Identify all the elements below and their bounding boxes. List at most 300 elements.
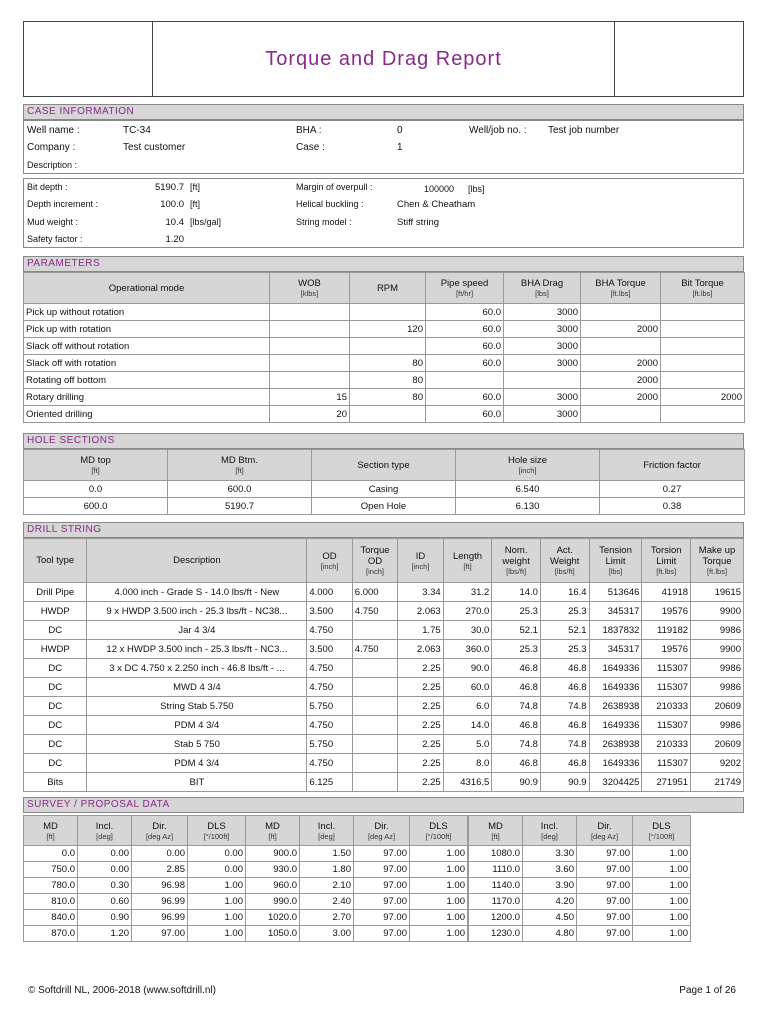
table-row — [24, 355, 745, 372]
survey-cell: 1.50 — [300, 846, 354, 862]
survey-cell: 0.90 — [78, 910, 132, 926]
drill-col-header — [398, 539, 443, 583]
company-label: Company : — [27, 142, 76, 153]
survey-cell: 1230.0 — [469, 926, 523, 942]
hole-cell: 0.0 — [24, 481, 168, 498]
drill-cell: 46.8 — [540, 659, 589, 678]
case-label: Case : — [296, 142, 325, 153]
overpull-value: 100000 — [424, 184, 455, 194]
drill-cell — [352, 716, 397, 735]
survey-cell: 1.00 — [410, 926, 468, 942]
drill-cell: 6.0 — [443, 697, 492, 716]
drill-col-header-unit: [lbs] — [608, 567, 623, 576]
drill-cell: 4316.5 — [443, 773, 492, 792]
drill-cell: 25.3 — [492, 602, 541, 621]
hole-cell: Open Hole — [312, 498, 456, 515]
drill-cell — [352, 754, 397, 773]
table-row — [24, 389, 745, 406]
drill-cell: 3 x DC 4.750 x 2.250 inch - 46.8 lbs/ft - ... — [87, 659, 307, 678]
hole-col-header — [24, 450, 168, 481]
drill-col-header — [540, 539, 589, 583]
hole-col-header — [168, 450, 312, 481]
table-row — [24, 659, 744, 678]
well-job-value: Test job number — [548, 125, 620, 136]
table-row — [24, 321, 745, 338]
param-cell — [350, 338, 426, 355]
param-cell: 120 — [350, 321, 426, 338]
param-cell — [270, 372, 350, 389]
table-row — [24, 640, 744, 659]
table-row — [24, 910, 246, 926]
drill-cell: DC — [24, 735, 87, 754]
drill-cell: 271951 — [642, 773, 691, 792]
survey-col-header-label: Dir. — [152, 820, 167, 832]
param-col-header-label: Bit Torque — [681, 278, 724, 289]
bit-depth-value: 5190.7 — [154, 182, 184, 193]
drill-cell: 4.750 — [307, 621, 352, 640]
survey-cell: 810.0 — [24, 894, 78, 910]
param-col-header — [661, 273, 745, 304]
case-value: 1 — [397, 142, 403, 153]
survey-col-header-unit: [deg Az] — [367, 831, 396, 841]
section-drill-string: DRILL STRING — [23, 522, 744, 538]
param-cell — [426, 372, 504, 389]
drill-col-header — [24, 539, 87, 583]
survey-cell: 1.00 — [410, 894, 468, 910]
drill-cell: 2.25 — [398, 697, 443, 716]
param-cell — [661, 372, 745, 389]
param-cell: 20 — [270, 406, 350, 423]
drill-col-header — [443, 539, 492, 583]
drill-cell: Drill Pipe — [24, 583, 87, 602]
survey-cell: 1.00 — [410, 846, 468, 862]
survey-cell: 97.00 — [354, 846, 410, 862]
table-row — [24, 878, 246, 894]
param-cell — [661, 321, 745, 338]
section-survey-data: SURVEY / PROPOSAL DATA — [23, 797, 744, 813]
survey-cell: 97.00 — [354, 862, 410, 878]
drill-cell: 20609 — [691, 735, 744, 754]
survey-col-header-label: MD — [265, 820, 280, 832]
drill-cell: 3204425 — [589, 773, 642, 792]
drill-cell: 513646 — [589, 583, 642, 602]
survey-cell: 96.99 — [132, 894, 188, 910]
param-cell: 60.0 — [426, 389, 504, 406]
drill-cell: 25.3 — [540, 640, 589, 659]
parameters-table — [23, 272, 745, 423]
survey-cell: 97.00 — [354, 926, 410, 942]
drill-cell: 30.0 — [443, 621, 492, 640]
hole-cell: 600.0 — [168, 481, 312, 498]
drill-cell: 1.75 — [398, 621, 443, 640]
survey-cell: 1.00 — [410, 878, 468, 894]
drill-cell: Bits — [24, 773, 87, 792]
survey-cell: 97.00 — [577, 862, 633, 878]
drill-cell: BIT — [87, 773, 307, 792]
table-row — [469, 862, 691, 878]
table-row — [246, 862, 468, 878]
survey-cell: 1.00 — [633, 926, 691, 942]
footer-page-number: Page 1 of 26 — [679, 985, 736, 996]
survey-cell: 0.00 — [188, 846, 246, 862]
drill-col-header-unit: [inch] — [411, 561, 430, 571]
drill-cell: 2.25 — [398, 716, 443, 735]
table-row — [24, 926, 246, 942]
table-row — [24, 621, 744, 640]
survey-cell: 1.00 — [633, 846, 691, 862]
drill-cell — [352, 735, 397, 754]
drill-cell: 90.9 — [492, 773, 541, 792]
survey-col-header — [469, 816, 523, 846]
hole-col-header-unit: [ft] — [91, 466, 100, 475]
survey-cell: 0.00 — [78, 846, 132, 862]
survey-col-header-unit: [deg Az] — [590, 831, 619, 841]
drill-cell: 41918 — [642, 583, 691, 602]
survey-cell: 1.00 — [188, 894, 246, 910]
drill-cell: 210333 — [642, 735, 691, 754]
survey-cell: 97.00 — [577, 878, 633, 894]
drill-col-header-unit: [ft.lbs] — [656, 567, 677, 576]
bha-label: BHA : — [296, 125, 322, 136]
safety-factor-label: Safety factor : — [27, 234, 83, 244]
table-row — [24, 406, 745, 423]
operational-mode-cell: Rotating off bottom — [24, 372, 270, 389]
param-col-header — [24, 273, 270, 304]
param-col-header-label: Operational mode — [108, 282, 185, 294]
survey-cell: 97.00 — [354, 910, 410, 926]
drill-col-header-label: Description — [173, 555, 221, 566]
param-cell — [270, 355, 350, 372]
drill-cell: 4.750 — [307, 716, 352, 735]
table-row — [24, 481, 745, 498]
drill-cell: 14.0 — [492, 583, 541, 602]
drill-cell: 9900 — [691, 602, 744, 621]
drill-cell: 4.750 — [307, 754, 352, 773]
survey-cell: 97.00 — [577, 910, 633, 926]
survey-col-header-unit: [°/100ft] — [203, 831, 230, 841]
section-case-information: CASE INFORMATION — [23, 104, 744, 120]
drill-col-header — [307, 539, 352, 583]
survey-col-header-label: DLS — [652, 820, 671, 832]
param-cell — [270, 321, 350, 338]
mud-weight-value: 10.4 — [165, 217, 184, 228]
drill-cell: 1649336 — [589, 754, 642, 773]
drill-col-header-unit: [lbs/ft] — [554, 567, 575, 576]
survey-col-header-unit: [ft] — [46, 831, 55, 841]
table-row — [24, 338, 745, 355]
survey-col-header-label: DLS — [429, 820, 448, 832]
drill-cell: 52.1 — [540, 621, 589, 640]
survey-cell: 1110.0 — [469, 862, 523, 878]
hole-col-header — [456, 450, 600, 481]
param-cell — [581, 338, 661, 355]
survey-cell: 2.70 — [300, 910, 354, 926]
param-cell: 80 — [350, 355, 426, 372]
drill-cell: 210333 — [642, 697, 691, 716]
param-cell — [661, 355, 745, 372]
depth-increment-value: 100.0 — [160, 199, 184, 210]
drill-col-header-unit: [inch] — [366, 567, 384, 576]
drill-col-header-label: Nom. weight — [502, 545, 530, 567]
report-title: Torque and Drag Report — [265, 47, 502, 70]
header-left-cell — [24, 22, 153, 96]
overpull-label: Margin of overpull : — [296, 182, 373, 192]
drill-cell: 360.0 — [443, 640, 492, 659]
survey-col-header — [246, 816, 300, 846]
drill-col-header-label: Torque OD — [360, 545, 390, 567]
drill-cell: 46.8 — [540, 716, 589, 735]
footer-copyright: © Softdrill NL, 2006-2018 (www.softdrill.nl) — [28, 985, 216, 996]
survey-cell: 2.85 — [132, 862, 188, 878]
survey-col-header-unit: [deg] — [96, 831, 113, 841]
survey-col-header-label: Incl. — [317, 820, 336, 832]
drill-cell: 60.0 — [443, 678, 492, 697]
param-cell: 3000 — [504, 321, 581, 338]
drill-cell: 9900 — [691, 640, 744, 659]
survey-col-header — [523, 816, 577, 846]
param-cell: 60.0 — [426, 355, 504, 372]
param-col-header-unit: [klbs] — [300, 289, 319, 298]
survey-cell: 1140.0 — [469, 878, 523, 894]
param-col-header-label: BHA Drag — [520, 278, 564, 289]
drill-cell — [352, 659, 397, 678]
table-row — [469, 846, 691, 862]
hole-col-header-label: Friction factor — [643, 459, 701, 471]
drill-cell: 46.8 — [492, 678, 541, 697]
drill-cell: 3.500 — [307, 602, 352, 621]
drill-cell: 74.8 — [492, 735, 541, 754]
param-cell: 60.0 — [426, 321, 504, 338]
table-row — [246, 894, 468, 910]
survey-tables — [23, 815, 744, 949]
operational-mode-cell: Oriented drilling — [24, 406, 270, 423]
drill-cell: PDM 4 3/4 — [87, 716, 307, 735]
survey-cell: 3.00 — [300, 926, 354, 942]
param-col-header — [426, 273, 504, 304]
helical-buckling-value: Chen & Cheatham — [397, 199, 476, 210]
param-cell — [661, 304, 745, 321]
table-row — [24, 602, 744, 621]
drill-cell: DC — [24, 678, 87, 697]
hole-col-header — [600, 450, 745, 481]
survey-cell: 750.0 — [24, 862, 78, 878]
survey-cell: 96.98 — [132, 878, 188, 894]
drill-cell: Jar 4 3/4 — [87, 621, 307, 640]
drill-cell: 25.3 — [492, 640, 541, 659]
param-col-header — [581, 273, 661, 304]
survey-cell: 97.00 — [354, 894, 410, 910]
survey-col-header-label: Dir. — [597, 820, 612, 832]
drill-cell: 9986 — [691, 621, 744, 640]
hole-cell: 6.540 — [456, 481, 600, 498]
drill-cell: 16.4 — [540, 583, 589, 602]
drill-cell: 2.25 — [398, 659, 443, 678]
operational-mode-cell: Pick up without rotation — [24, 304, 270, 321]
overpull-unit: [lbs] — [468, 184, 485, 194]
table-row — [24, 304, 745, 321]
hole-cell: 600.0 — [24, 498, 168, 515]
table-row — [469, 926, 691, 942]
drill-cell: 6.125 — [307, 773, 352, 792]
table-row — [24, 735, 744, 754]
param-col-header-unit: [lbs] — [535, 289, 549, 298]
survey-col-header-label: DLS — [207, 820, 226, 832]
survey-cell: 3.90 — [523, 878, 577, 894]
param-cell: 15 — [270, 389, 350, 406]
drill-cell — [352, 773, 397, 792]
table-row — [24, 754, 744, 773]
param-cell — [581, 304, 661, 321]
safety-factor-value: 1.20 — [165, 234, 184, 245]
survey-cell: 1.00 — [633, 894, 691, 910]
survey-cell: 97.00 — [577, 846, 633, 862]
hole-cell: 0.38 — [600, 498, 745, 515]
survey-col-header-unit: [deg] — [318, 831, 335, 841]
operational-mode-cell: Slack off without rotation — [24, 338, 270, 355]
hole-col-header-label: MD Btm. — [221, 455, 258, 466]
survey-cell: 990.0 — [246, 894, 300, 910]
operational-mode-cell: Pick up with rotation — [24, 321, 270, 338]
survey-col-header-unit: [ft] — [268, 831, 277, 841]
well-name-label: Well name : — [27, 125, 80, 136]
drill-cell: 1649336 — [589, 659, 642, 678]
drill-cell: 21749 — [691, 773, 744, 792]
survey-cell: 1.00 — [633, 862, 691, 878]
drill-cell: 1649336 — [589, 678, 642, 697]
table-row — [469, 910, 691, 926]
survey-table — [23, 815, 246, 942]
hole-sections-table — [23, 449, 745, 515]
drill-cell: 115307 — [642, 678, 691, 697]
drill-cell: 46.8 — [492, 659, 541, 678]
drill-cell: 52.1 — [492, 621, 541, 640]
survey-cell: 3.60 — [523, 862, 577, 878]
drill-cell: DC — [24, 659, 87, 678]
drill-cell: 4.750 — [307, 659, 352, 678]
description-label: Description : — [27, 160, 78, 170]
bha-value: 0 — [397, 125, 403, 136]
drill-cell: DC — [24, 697, 87, 716]
survey-cell: 1.00 — [188, 926, 246, 942]
survey-cell: 0.30 — [78, 878, 132, 894]
case-info-box — [23, 120, 744, 174]
drill-cell: DC — [24, 716, 87, 735]
drill-cell: 20609 — [691, 697, 744, 716]
drill-cell: 9986 — [691, 716, 744, 735]
drill-cell: DC — [24, 754, 87, 773]
param-cell: 3000 — [504, 304, 581, 321]
table-row — [24, 773, 744, 792]
param-cell: 3000 — [504, 355, 581, 372]
bit-depth-unit: [ft] — [190, 182, 201, 192]
survey-cell: 1.20 — [78, 926, 132, 942]
param-cell — [270, 304, 350, 321]
drill-cell: 115307 — [642, 754, 691, 773]
table-row — [469, 878, 691, 894]
survey-cell: 1020.0 — [246, 910, 300, 926]
param-col-header-label: WOB — [298, 278, 321, 289]
survey-col-header-label: Incl. — [95, 820, 114, 832]
survey-cell: 1200.0 — [469, 910, 523, 926]
survey-col-header — [24, 816, 78, 846]
param-cell: 60.0 — [426, 406, 504, 423]
mud-weight-unit: [lbs/gal] — [190, 217, 222, 227]
string-model-label: String model : — [296, 217, 352, 227]
survey-col-header-label: Incl. — [540, 820, 559, 832]
drill-col-header — [642, 539, 691, 583]
drill-cell: 119182 — [642, 621, 691, 640]
section-parameters: PARAMETERS — [23, 256, 744, 272]
drill-cell: HWDP — [24, 602, 87, 621]
drill-cell: 115307 — [642, 716, 691, 735]
table-row — [24, 583, 744, 602]
table-row — [246, 910, 468, 926]
survey-cell: 1.00 — [410, 910, 468, 926]
survey-col-header-unit: [deg] — [541, 831, 558, 841]
drill-col-header — [492, 539, 541, 583]
well-name-value: TC-34 — [123, 125, 151, 136]
param-cell: 3000 — [504, 389, 581, 406]
drill-cell: 115307 — [642, 659, 691, 678]
survey-cell: 870.0 — [24, 926, 78, 942]
drill-col-header — [589, 539, 642, 583]
table-row — [246, 878, 468, 894]
survey-col-header — [633, 816, 691, 846]
survey-cell: 0.00 — [132, 846, 188, 862]
drill-cell: 46.8 — [492, 754, 541, 773]
depth-increment-label: Depth increment : — [27, 199, 99, 209]
drill-cell: 2.25 — [398, 773, 443, 792]
drill-cell: 19576 — [642, 602, 691, 621]
section-hole-sections: HOLE SECTIONS — [23, 433, 744, 449]
survey-col-header — [132, 816, 188, 846]
survey-col-header — [577, 816, 633, 846]
table-row — [246, 926, 468, 942]
table-row — [246, 846, 468, 862]
param-col-header-label: Pipe speed — [440, 278, 489, 289]
survey-cell: 930.0 — [246, 862, 300, 878]
helical-buckling-label: Helical buckling : — [296, 199, 364, 209]
survey-cell: 2.10 — [300, 878, 354, 894]
drill-cell: 4.750 — [352, 602, 397, 621]
drill-cell: 4.750 — [307, 678, 352, 697]
drill-col-header-unit: [lbs/ft] — [506, 567, 527, 576]
drill-col-header-label: Tension Limit — [599, 545, 632, 567]
param-col-header-label: BHA Torque — [595, 278, 646, 289]
table-row — [24, 894, 246, 910]
depth-increment-unit: [ft] — [190, 199, 201, 209]
drill-col-header — [87, 539, 307, 583]
param-cell: 2000 — [581, 389, 661, 406]
survey-cell: 0.00 — [78, 862, 132, 878]
survey-cell: 0.00 — [188, 862, 246, 878]
well-job-label: Well/job no. : — [469, 125, 527, 136]
drill-cell — [352, 678, 397, 697]
survey-cell: 0.0 — [24, 846, 78, 862]
drill-cell: DC — [24, 621, 87, 640]
drill-cell — [352, 697, 397, 716]
drill-cell: 2.25 — [398, 678, 443, 697]
header-right-cell — [614, 22, 743, 96]
hole-col-header-label: MD top — [80, 455, 111, 466]
hole-cell: 5190.7 — [168, 498, 312, 515]
drill-col-header-unit: [ft] — [463, 561, 472, 571]
drill-col-header-unit: [ft.lbs] — [707, 567, 728, 576]
survey-cell: 97.00 — [577, 894, 633, 910]
survey-col-header-unit: [°/100ft] — [648, 831, 675, 841]
drill-cell: 3.500 — [307, 640, 352, 659]
survey-cell: 1050.0 — [246, 926, 300, 942]
